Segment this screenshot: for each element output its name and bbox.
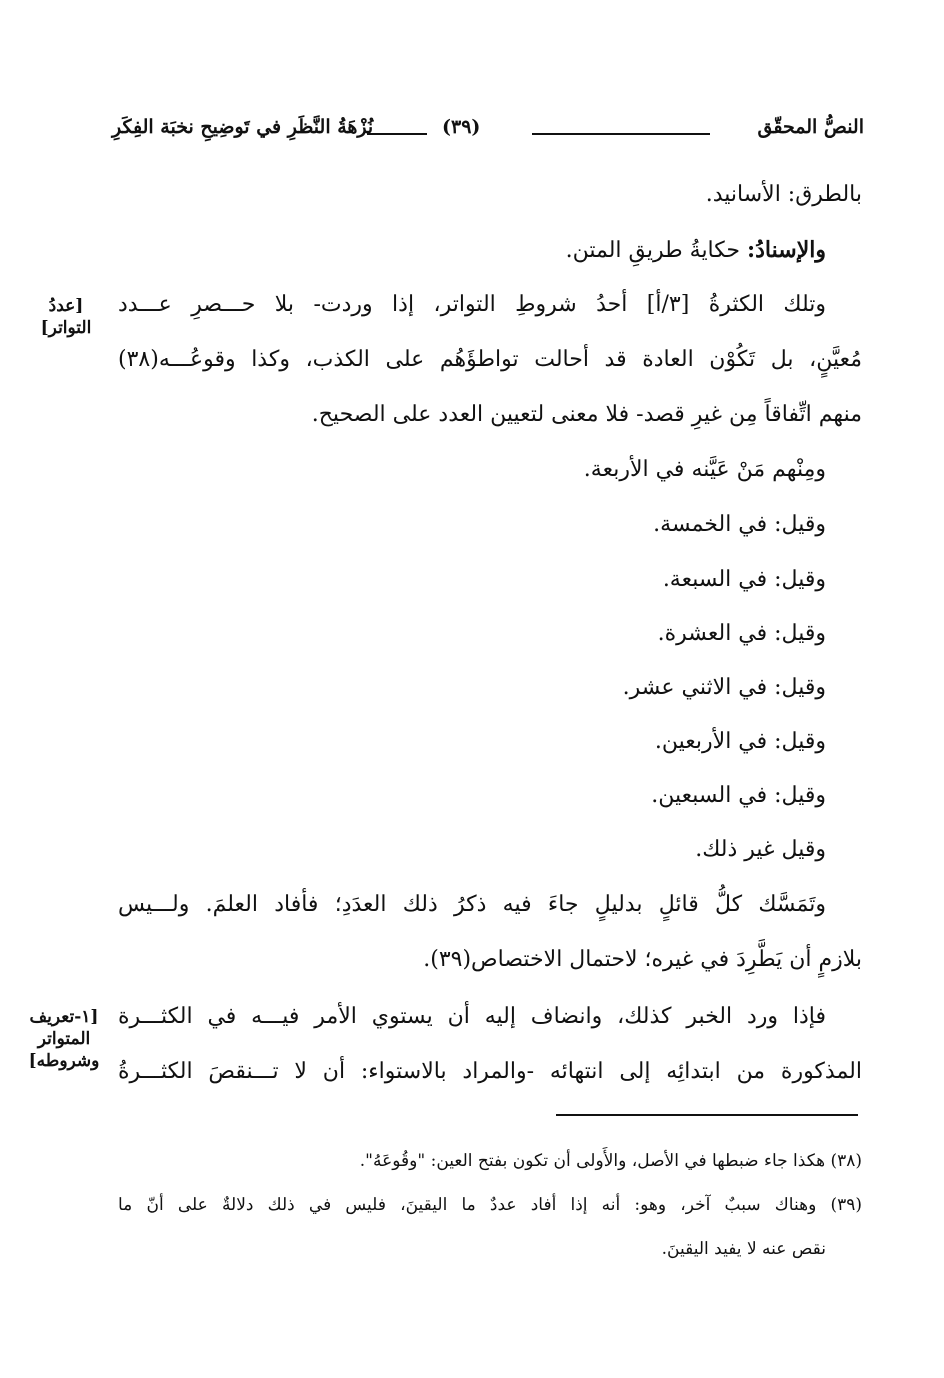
body-line: بلازمٍ أن يَطَّرِدَ في غيره؛ لاحتمال الاختصاص(٣٩). bbox=[423, 947, 862, 972]
body-line: وقيل: في السبعة. bbox=[662, 567, 826, 592]
margin-note-line: [عددُ bbox=[48, 296, 84, 316]
definition-text: حكايةُ طريقِ المتن. bbox=[565, 238, 748, 263]
body-line: منهم اتِّفاقاً مِن غيرِ قصد- فلا معنى لتعيين العدد على الصحيح. bbox=[311, 402, 862, 427]
footnote-39: (٣٩) وهناك سببٌ آخر، وهو: أنه إذا أفاد عددٌ ما اليقينَ، فليس في ذلك دلالةٌ على أنّ ما bbox=[118, 1195, 862, 1215]
body-line: وتلك الكثرةُ [٣/أ] أحدُ شروطِ التواتر، إذا وردت- بلا حـــصرِ عـــدد bbox=[118, 292, 826, 317]
margin-note-line: المتواتر bbox=[37, 1029, 91, 1049]
footnote-38: (٣٨) هكذا جاء ضبطها في الأصل، والأَولى أن تكون بفتح العين: "وقُوعَهُ". bbox=[359, 1151, 862, 1171]
body-line: وقيل: في السبعين. bbox=[651, 783, 826, 808]
body-line: وتَمَسَّك كلُّ قائلٍ بدليلٍ جاءَ فيه ذكرُ ذلك العدَدِ؛ فأفاد العلمَ. ولـــيس bbox=[118, 892, 826, 917]
margin-note-line: التواتر] bbox=[40, 318, 92, 338]
body-line: وقيل: في الاثني عشر. bbox=[622, 675, 826, 700]
body-line: مُعيَّنٍ، بل تَكُوْن العادة قد أحالت تواطؤَهُم على الكذب، وكذا وقوعُـــه(٣٨) bbox=[118, 347, 862, 372]
defined-term: والإسنادُ: bbox=[747, 237, 826, 263]
body-line: وقيل: في الخمسة. bbox=[653, 512, 826, 537]
body-line: وقيل: في الأربعين. bbox=[654, 729, 826, 754]
footnote-separator bbox=[556, 1114, 858, 1116]
body-line: بالطرق: الأسانيد. bbox=[705, 182, 862, 207]
header-section-title: النصُّ المحقّق bbox=[757, 116, 864, 138]
running-header bbox=[112, 112, 864, 152]
body-line: وقيل: في العشرة. bbox=[657, 621, 826, 646]
margin-note-mutawatir-definition bbox=[14, 1006, 114, 1072]
header-book-title: نُزْهَةُ النَّظَرِ في تَوضِيحِ نخبَة الفِكَرِ bbox=[112, 116, 374, 138]
body-line bbox=[566, 235, 826, 266]
body-line: وقيل غير ذلك. bbox=[695, 837, 826, 862]
header-rule bbox=[367, 133, 427, 135]
margin-note-line: وشروطه] bbox=[28, 1051, 100, 1071]
margin-note-line: [١-تعريف bbox=[29, 1007, 99, 1027]
body-line: ومِنْهم مَنْ عَيَّنه في الأربعة. bbox=[583, 457, 826, 482]
header-rule bbox=[532, 133, 710, 135]
header-page-number: (٣٩) bbox=[442, 116, 481, 138]
body-line: المذكورة من ابتدائِه إلى انتهائه -والمراد بالاستواء: أن لا تـــنقصَ الكثـــرةُ bbox=[118, 1059, 862, 1084]
body-line: فإذا ورد الخبر كذلك، وانضاف إليه أن يستوي الأمر فيـــه في الكثـــرة bbox=[118, 1004, 826, 1029]
footnote-39-continued: نقص عنه لا يفيد اليقينَ. bbox=[661, 1239, 826, 1259]
margin-note-tawatur-count bbox=[20, 295, 112, 339]
